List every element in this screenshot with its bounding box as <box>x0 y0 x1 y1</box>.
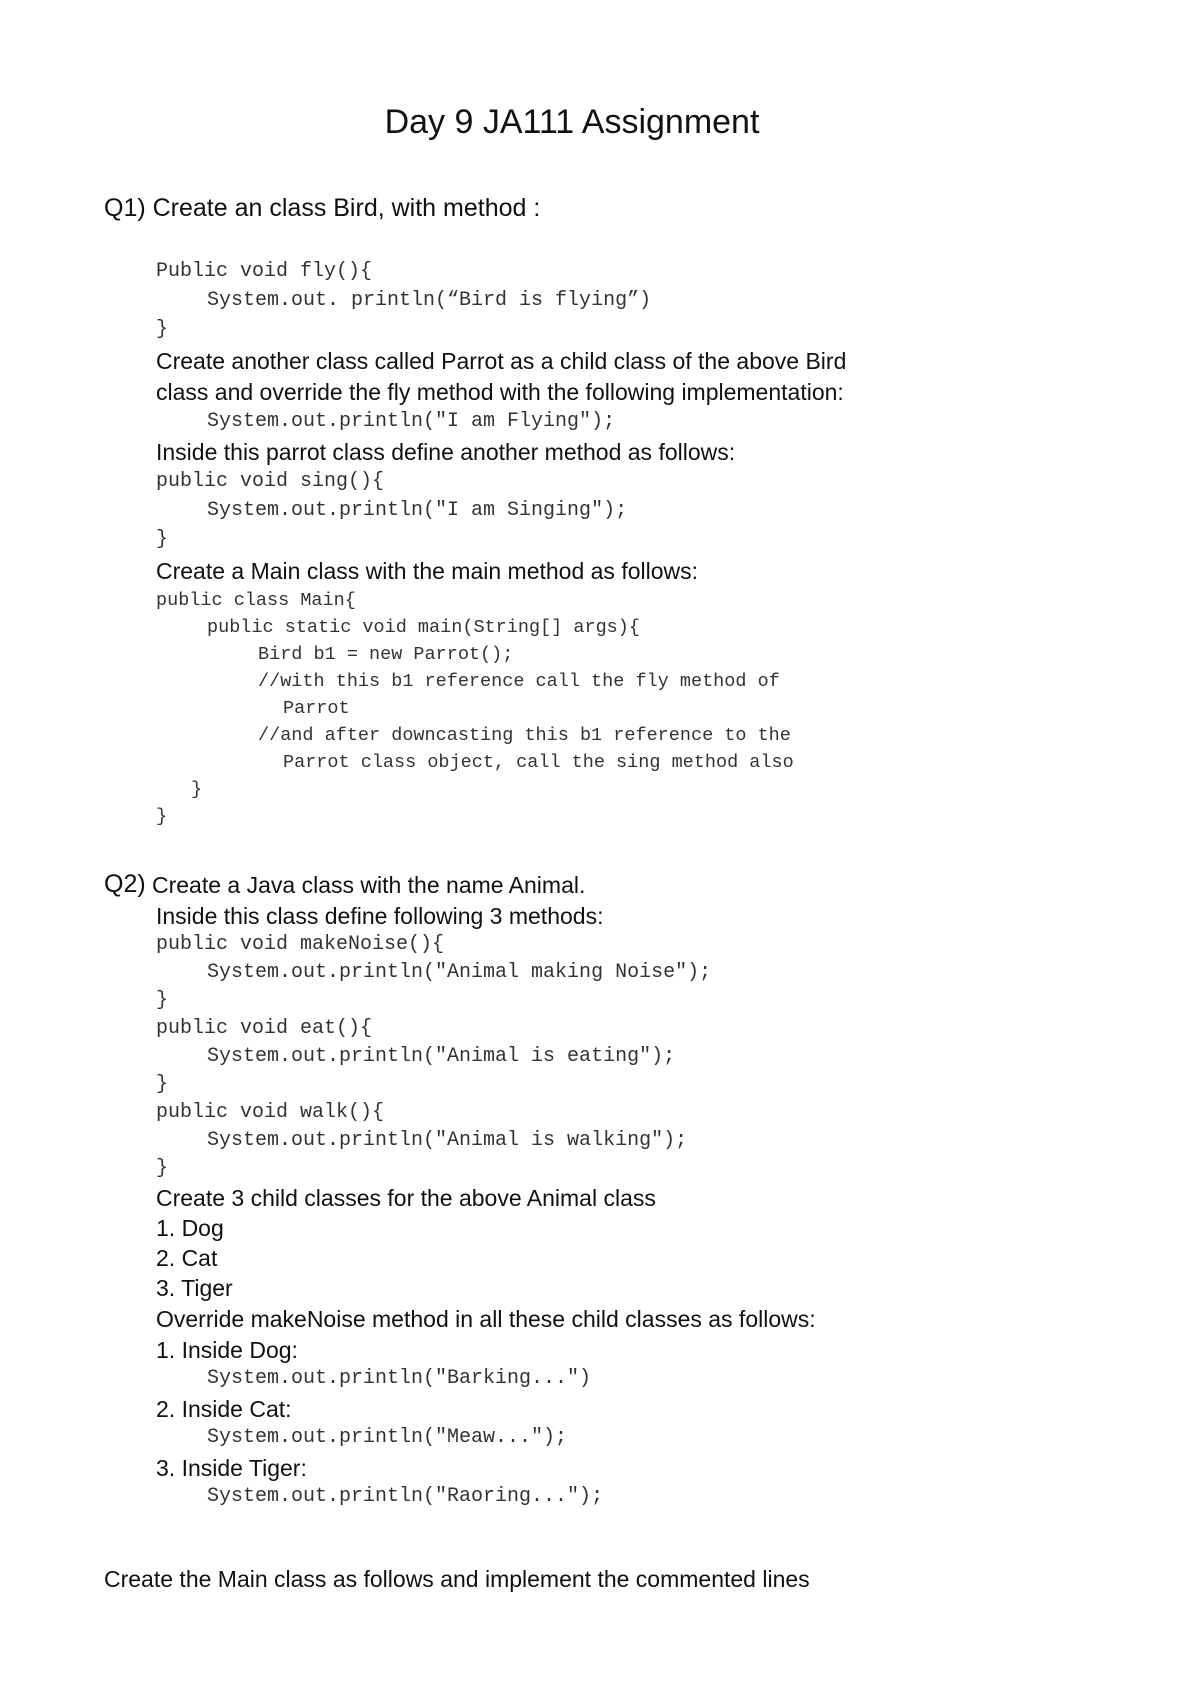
q1-heading: Q1) Create an class Bird, with method : <box>104 194 541 222</box>
q2-code-eat-body: System.out.println("Animal is eating"); <box>207 1045 676 1068</box>
q2-code-eat-close: } <box>156 1073 169 1096</box>
q1-code-fly-signature: Public void fly(){ <box>156 260 373 283</box>
q2-code-makenoise-signature: public void makeNoise(){ <box>156 933 445 956</box>
q1-code-fly-body: System.out. println(“Bird is flying”) <box>207 289 652 312</box>
q2-inside-tiger: 3. Inside Tiger: <box>156 1455 307 1481</box>
q2-text-override: Override makeNoise method in all these child classes as follows: <box>156 1306 816 1332</box>
q1-code-main-new-parrot: Bird b1 = new Parrot(); <box>258 644 514 665</box>
q1-text-sing: Inside this parrot class define another method as follows: <box>156 439 736 465</box>
q1-code-main-method-close: } <box>191 779 203 800</box>
q2-child-dog: 1. Dog <box>156 1215 224 1241</box>
q1-code-main-comment1-cont: Parrot <box>283 698 350 719</box>
q2-child-tiger: 3. Tiger <box>156 1275 233 1301</box>
q2-child-cat: 2. Cat <box>156 1245 218 1271</box>
q1-code-sing-body: System.out.println("I am Singing"); <box>207 499 628 522</box>
q1-text-parrot-line1: Create another class called Parrot as a child class of the above Bird <box>156 348 847 374</box>
q2-heading-text: Create a Java class with the name Animal. <box>152 872 586 898</box>
q2-text-children: Create 3 child classes for the above Animal class <box>156 1185 656 1211</box>
q1-code-main-comment2: //and after downcasting this b1 reference to the <box>258 725 791 746</box>
q2-code-walk-signature: public void walk(){ <box>156 1101 385 1124</box>
q2-code-tiger: System.out.println("Raoring..."); <box>207 1485 604 1508</box>
q1-code-main-class-close: } <box>156 806 168 827</box>
q1-code-main-comment2-cont: Parrot class object, call the sing method also <box>283 752 794 773</box>
q2-code-eat-signature: public void eat(){ <box>156 1017 373 1040</box>
q1-code-sing-signature: public void sing(){ <box>156 470 385 493</box>
q2-code-cat: System.out.println("Meaw..."); <box>207 1426 568 1449</box>
q2-code-dog: System.out.println("Barking...") <box>207 1367 592 1390</box>
q2-code-makenoise-close: } <box>156 989 169 1012</box>
q1-code-main-comment1: //with this b1 reference call the fly method of <box>258 671 780 692</box>
q2-code-makenoise-body: System.out.println("Animal making Noise"); <box>207 961 712 984</box>
q2-code-walk-body: System.out.println("Animal is walking"); <box>207 1129 688 1152</box>
q2-code-walk-close: } <box>156 1157 169 1180</box>
q1-code-main-class: public class Main{ <box>156 590 356 611</box>
q2-inside-cat: 2. Inside Cat: <box>156 1396 292 1422</box>
q1-text-parrot-line2: class and override the fly method with the following implementation: <box>156 379 844 405</box>
q1-code-override: System.out.println("I am Flying"); <box>207 410 616 433</box>
q1-code-fly-close: } <box>156 318 169 341</box>
q2-text-define: Inside this class define following 3 methods: <box>156 903 604 929</box>
q1-text-main: Create a Main class with the main method as follows: <box>156 558 699 584</box>
footer-instruction: Create the Main class as follows and implement the commented lines <box>104 1566 810 1592</box>
q2-heading-number: Q2) <box>104 870 146 898</box>
q1-code-main-method: public static void main(String[] args){ <box>207 617 640 638</box>
q1-code-sing-close: } <box>156 528 169 551</box>
document-title: Day 9 JA111 Assignment <box>384 103 760 141</box>
q2-inside-dog: 1. Inside Dog: <box>156 1337 298 1363</box>
